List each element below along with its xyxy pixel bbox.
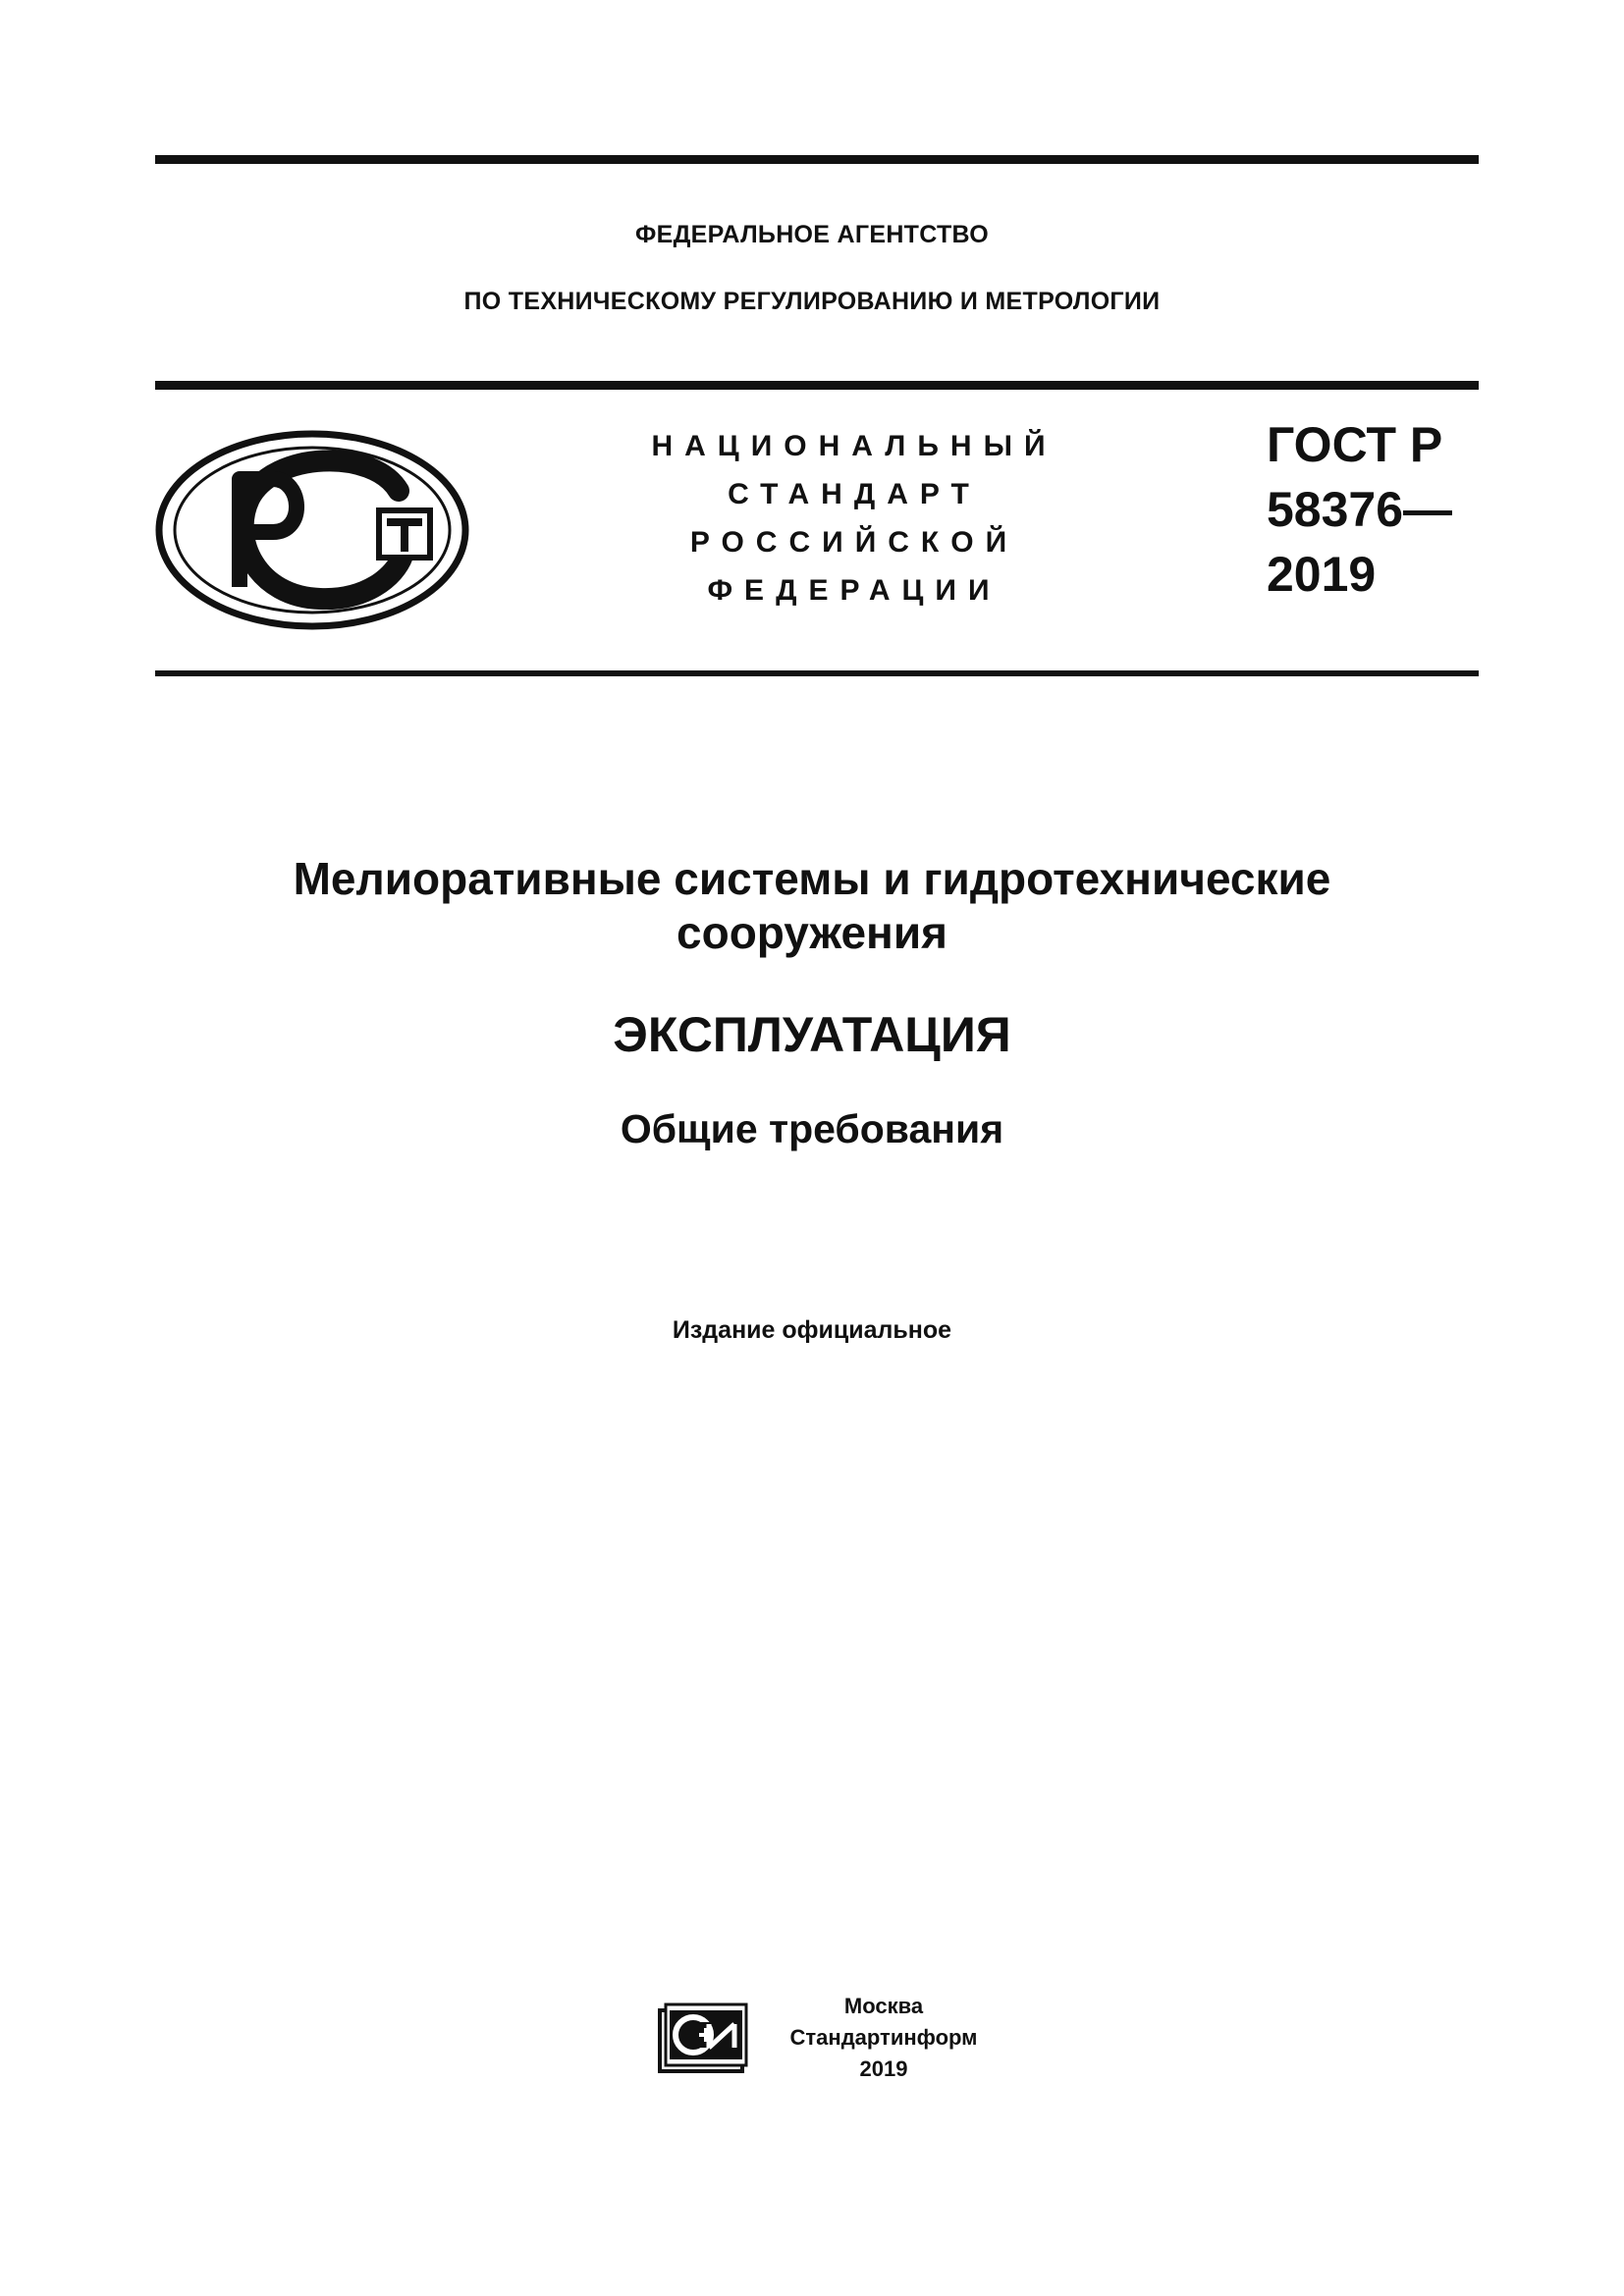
publisher-info (761, 1991, 1006, 2085)
publisher-name: Стандартинформ (789, 2025, 978, 2050)
document-general: Общие требования (620, 1106, 1004, 1151)
standard-type (619, 422, 1090, 614)
standard-code (1267, 412, 1452, 607)
header-rule (155, 381, 1479, 390)
document-subtitle: ЭКСПЛУАТАЦИЯ (613, 1007, 1011, 1062)
agency-subtitle: ПО ТЕХНИЧЕСКОМУ РЕГУЛИРОВАНИЮ И МЕТРОЛОГИИ (463, 288, 1161, 315)
standard-type-line: НАЦИОНАЛЬНЫЙ (651, 430, 1057, 462)
edition-label: Издание официальное (672, 1316, 952, 1344)
top-rule (155, 155, 1479, 164)
standard-type-line: СТАНДАРТ (728, 478, 981, 510)
publisher-year: 2019 (859, 2056, 908, 2081)
standard-code-line: ГОСТ Р (1267, 417, 1443, 472)
document-title-line: сооружения (677, 907, 947, 958)
rst-logo-icon (155, 430, 469, 631)
publisher-city: Москва (843, 1994, 924, 2018)
standard-type-line: РОССИЙСКОЙ (689, 526, 1019, 559)
standard-code-line: 58376— (1267, 482, 1453, 537)
document-title-line: Мелиоративные системы и гидротехнические (293, 853, 1331, 904)
header-bottom-rule (155, 670, 1479, 676)
agency-name: ФЕДЕРАЛЬНОЕ АГЕНТСТВО (634, 221, 990, 248)
document-title (0, 852, 1624, 960)
standard-type-line: ФЕДЕРАЦИИ (707, 574, 1001, 607)
standard-code-line: 2019 (1267, 547, 1377, 602)
publisher-logo-icon (656, 2001, 750, 2075)
